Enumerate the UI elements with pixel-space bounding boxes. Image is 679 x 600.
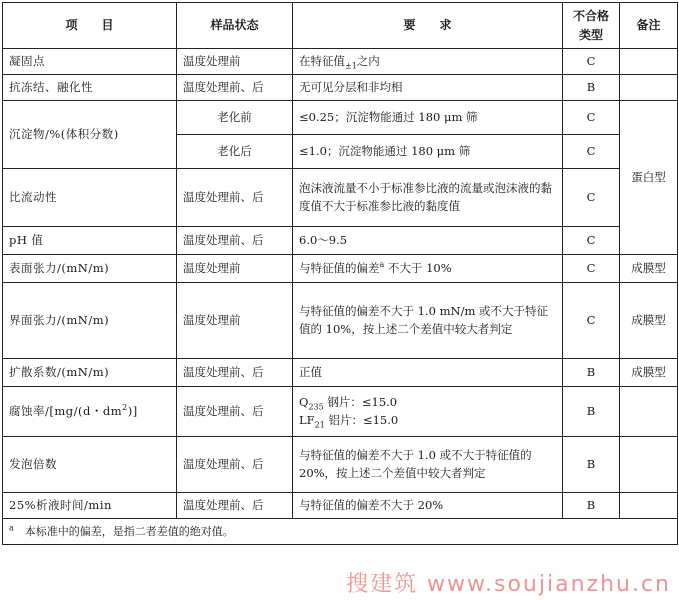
state-cell: 温度处理前、后 bbox=[177, 227, 293, 255]
header-row bbox=[3, 3, 678, 49]
requirement-cell: ≤1.0；沉淀物能通过 180 μm 筛 bbox=[293, 135, 563, 169]
item-cell: 扩散系数/(mN/m) bbox=[3, 359, 177, 387]
table-row bbox=[3, 283, 678, 359]
item-cell: 比流动性 bbox=[3, 169, 177, 227]
tolerance-sub: ±1 bbox=[345, 60, 357, 70]
table-row bbox=[3, 387, 678, 437]
type-cell: B bbox=[563, 437, 620, 493]
state-cell: 温度处理前、后 bbox=[177, 75, 293, 101]
state-cell: 老化前 bbox=[177, 101, 293, 135]
requirement-cell: 6.0～9.5 bbox=[293, 227, 563, 255]
remark-cell bbox=[620, 387, 678, 437]
table-row bbox=[3, 359, 678, 387]
requirement-cell: 正值 bbox=[293, 359, 563, 387]
requirement-cell: 与特征值的偏差不大于 1.0 或不大于特征值的 20%，按上述二个差值中较大者判定 bbox=[293, 437, 563, 493]
header-item: 项 目 bbox=[3, 3, 177, 49]
table-row bbox=[3, 493, 678, 519]
item-cell: 沉淀物/%(体积分数) bbox=[3, 101, 177, 169]
item-cell: 腐蚀率/[mg/(d・$dm^2$)] bbox=[3, 387, 177, 437]
state-cell: 温度处理前 bbox=[177, 283, 293, 359]
header-defect-type: 不合格类型 bbox=[563, 3, 620, 49]
item-cell: 发泡倍数 bbox=[3, 437, 177, 493]
header-requirement: 要 求 bbox=[293, 3, 563, 49]
protein-remark-cell: 蛋白型 bbox=[620, 101, 678, 255]
remark-cell: 成膜型 bbox=[620, 255, 678, 283]
requirement-cell: 泡沫液流量不小于标准参比液的流量或泡沫液的黏度值不大于标准参比液的黏度值 bbox=[293, 169, 563, 227]
remark-cell bbox=[620, 75, 678, 101]
requirement-cell: 与特征值的偏差$^a$ 不大于 10% bbox=[293, 255, 563, 283]
table-row bbox=[3, 101, 678, 135]
watermark: 搜建筑 www.soujianzhu.cn bbox=[346, 572, 671, 597]
table-row bbox=[3, 437, 678, 493]
requirement-cell: 与特征值的偏差不大于 20% bbox=[293, 493, 563, 519]
requirement-cell: 在特征值$_{\pm 1}$之内 bbox=[293, 49, 563, 75]
type-cell: C bbox=[563, 135, 620, 169]
state-cell: 温度处理前、后 bbox=[177, 437, 293, 493]
type-cell: C bbox=[563, 169, 620, 227]
table-row bbox=[3, 169, 678, 227]
footnote-mark: a bbox=[9, 523, 14, 533]
remark-cell: 成膜型 bbox=[620, 359, 678, 387]
state-cell: 温度处理前、后 bbox=[177, 359, 293, 387]
spec-table bbox=[2, 2, 678, 545]
footnote: $^a$ 本标准中的偏差，是指二者差值的绝对值。 bbox=[3, 519, 678, 545]
footnote-mark: a bbox=[379, 259, 385, 269]
type-cell: C bbox=[563, 283, 620, 359]
type-cell: C bbox=[563, 49, 620, 75]
item-cell: 界面张力/(mN/m) bbox=[3, 283, 177, 359]
table-row bbox=[3, 49, 678, 75]
item-cell: 25%析液时间/min bbox=[3, 493, 177, 519]
type-cell: B bbox=[563, 387, 620, 437]
type-cell: B bbox=[563, 359, 620, 387]
type-cell: C bbox=[563, 227, 620, 255]
item-cell: 表面张力/(mN/m) bbox=[3, 255, 177, 283]
requirement-cell: $Q_{235}$ 钢片：≤15.0 $LF_{21}$ 铝片：≤15.0 bbox=[293, 387, 563, 437]
item-cell: 抗冻结、融化性 bbox=[3, 75, 177, 101]
item-cell: pH 值 bbox=[3, 227, 177, 255]
state-cell: 温度处理前、后 bbox=[177, 169, 293, 227]
requirement-cell: ≤0.25；沉淀物能通过 180 μm 筛 bbox=[293, 101, 563, 135]
table-row bbox=[3, 75, 678, 101]
remark-cell bbox=[620, 437, 678, 493]
state-cell: 温度处理前 bbox=[177, 255, 293, 283]
type-cell: B bbox=[563, 493, 620, 519]
type-cell: B bbox=[563, 75, 620, 101]
table-row bbox=[3, 255, 678, 283]
item-cell: 凝固点 bbox=[3, 49, 177, 75]
type-cell: C bbox=[563, 255, 620, 283]
requirement-cell: 与特征值的偏差不大于 1.0 mN/m 或不大于特征值的 10%，按上述二个差值中较大者判定 bbox=[293, 283, 563, 359]
remark-cell: 成膜型 bbox=[620, 283, 678, 359]
state-cell: 温度处理前 bbox=[177, 49, 293, 75]
header-remark: 备注 bbox=[620, 3, 678, 49]
table-row bbox=[3, 227, 678, 255]
requirement-cell: 无可见分层和非均相 bbox=[293, 75, 563, 101]
state-cell: 温度处理前、后 bbox=[177, 387, 293, 437]
remark-cell bbox=[620, 493, 678, 519]
footnote-row bbox=[3, 519, 678, 545]
remark-cell bbox=[620, 49, 678, 75]
type-cell: C bbox=[563, 101, 620, 135]
header-state: 样品状态 bbox=[177, 3, 293, 49]
state-cell: 老化后 bbox=[177, 135, 293, 169]
state-cell: 温度处理前、后 bbox=[177, 493, 293, 519]
